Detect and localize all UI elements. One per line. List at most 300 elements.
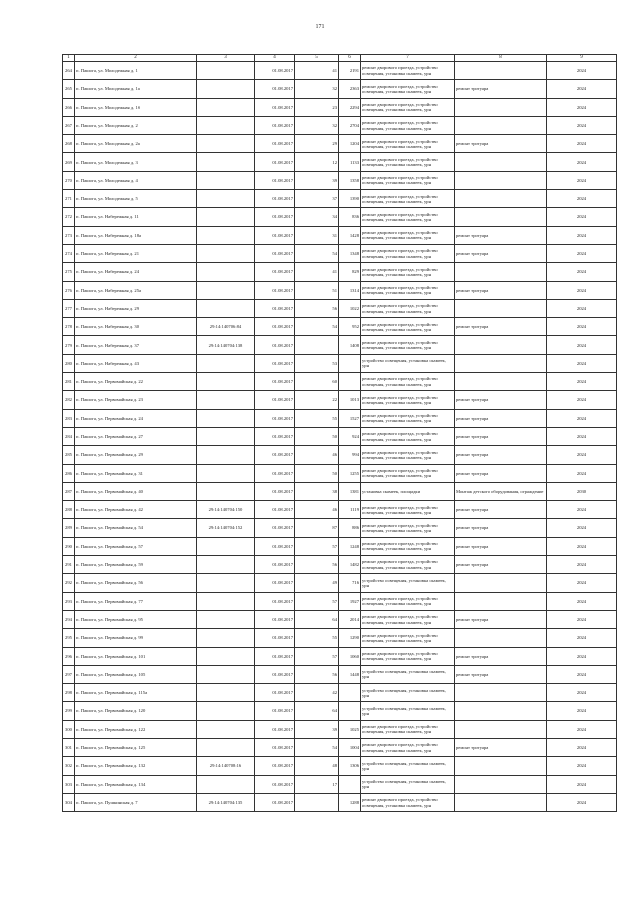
year-cell: 2024	[547, 373, 617, 391]
column-6-cell: 2014	[339, 610, 361, 628]
column-6-cell: 1133	[339, 153, 361, 171]
column-6-cell: 1119	[339, 501, 361, 519]
cadastral-number-cell	[197, 629, 255, 647]
date-cell: 01.08.2017	[255, 793, 295, 811]
address-cell: п. Пашога, ул. Молодежная д. 5	[75, 190, 197, 208]
table-row	[63, 171, 617, 189]
year-cell: 2024	[547, 464, 617, 482]
year-cell: 2024	[547, 135, 617, 153]
cadastral-number-cell	[197, 190, 255, 208]
address-cell: п. Пашога, ул. Набережная д. 24	[75, 263, 197, 281]
date-cell: 01.08.2017	[255, 153, 295, 171]
table-row	[63, 153, 617, 171]
planned-works-cell: устройство освещения, установка скамеек, урн	[361, 354, 455, 372]
year-cell: 2024	[547, 354, 617, 372]
table-row	[63, 62, 617, 80]
date-cell: 01.08.2017	[255, 354, 295, 372]
year-cell: 2024	[547, 281, 617, 299]
planned-works-cell: ремонт дворового проезда, устройство освещения, установка скамеек, урн	[361, 336, 455, 354]
row-number-cell: 270	[63, 171, 75, 189]
date-cell: 01.08.2017	[255, 98, 295, 116]
table-row	[63, 80, 617, 98]
address-cell: п. Пашога, ул. Набережная д. 43	[75, 354, 197, 372]
row-number-cell: 281	[63, 373, 75, 391]
table-row	[63, 592, 617, 610]
cadastral-number-cell	[197, 135, 255, 153]
planned-works-cell: ремонт дворового проезда, устройство освещения, установка скамеек, урн	[361, 464, 455, 482]
column-5-cell: 49	[295, 574, 339, 592]
row-number-cell: 280	[63, 354, 75, 372]
row-number-cell: 301	[63, 738, 75, 756]
additional-works-cell	[455, 336, 547, 354]
cadastral-number-cell	[197, 116, 255, 134]
table-row	[63, 610, 617, 628]
year-cell: 2024	[547, 647, 617, 665]
year-cell: 2024	[547, 702, 617, 720]
column-6-cell: 2363	[339, 80, 361, 98]
planned-works-cell: ремонт дворового проезда, устройство освещения, установка скамеек, урн	[361, 244, 455, 262]
additional-works-cell	[455, 793, 547, 811]
cadastral-number-cell	[197, 98, 255, 116]
cadastral-number-cell	[197, 665, 255, 683]
column-5-cell: 29	[295, 135, 339, 153]
page-number: 171	[315, 24, 325, 30]
additional-works-cell: ремонт тротуара	[455, 318, 547, 336]
column-6-cell: 1381	[339, 482, 361, 500]
year-cell: 2024	[547, 757, 617, 775]
cadastral-number-cell	[197, 153, 255, 171]
date-cell: 01.08.2017	[255, 519, 295, 537]
column-5-cell: 12	[295, 153, 339, 171]
address-cell: п. Пашога, ул. Первомайская д. 54	[75, 519, 197, 537]
column-6-cell: 1290	[339, 629, 361, 647]
address-cell: п. Пашога, ул. Пушкинская д. 7	[75, 793, 197, 811]
address-cell: п. Пашога, ул. Первомайская д. 31	[75, 464, 197, 482]
planned-works-cell: ремонт дворового проезда, устройство освещения, установка скамеек, урн	[361, 190, 455, 208]
date-cell: 01.08.2017	[255, 135, 295, 153]
additional-works-cell: ремонт тротуара	[455, 244, 547, 262]
address-cell: п. Пашога, ул. Первомайская д. 105	[75, 665, 197, 683]
column-5-cell: 56	[295, 556, 339, 574]
column-5-cell: 57	[295, 537, 339, 555]
date-cell: 01.08.2017	[255, 647, 295, 665]
year-cell: 2024	[547, 171, 617, 189]
cadastral-number-cell	[197, 537, 255, 555]
additional-works-cell: ремонт тротуара	[455, 556, 547, 574]
column-6-cell	[339, 775, 361, 793]
date-cell: 01.08.2017	[255, 537, 295, 555]
address-cell: п. Пашога, ул. Первомайская д. 77	[75, 592, 197, 610]
column-6-cell: 2294	[339, 98, 361, 116]
table-row	[63, 135, 617, 153]
column-6-cell: 1306	[339, 757, 361, 775]
date-cell: 01.08.2017	[255, 556, 295, 574]
column-5-cell: 54	[295, 244, 339, 262]
cadastral-number-cell	[197, 592, 255, 610]
additional-works-cell: ремонт тротуара	[455, 80, 547, 98]
planned-works-cell: ремонт дворового проезда, устройство освещения, установка скамеек, урн	[361, 226, 455, 244]
table-row	[63, 244, 617, 262]
column-5-cell: 31	[295, 226, 339, 244]
cadastral-number-cell	[197, 556, 255, 574]
column-5-cell: 37	[295, 190, 339, 208]
address-cell: п. Пашога, ул. Первомайская д. 42	[75, 501, 197, 519]
year-cell: 2024	[547, 98, 617, 116]
cadastral-number-cell	[197, 263, 255, 281]
address-cell: п. Пашога, ул. Набережная д. 29	[75, 299, 197, 317]
column-5-cell: 64	[295, 702, 339, 720]
table-row	[63, 190, 617, 208]
cadastral-number-cell	[197, 391, 255, 409]
year-cell: 2024	[547, 665, 617, 683]
cadastral-number-cell	[197, 427, 255, 445]
table-row	[63, 373, 617, 391]
table-row	[63, 574, 617, 592]
table-row	[63, 354, 617, 372]
column-6-cell: 836	[339, 208, 361, 226]
column-6-cell: 1408	[339, 336, 361, 354]
cadastral-number-cell	[197, 684, 255, 702]
column-5-cell: 41	[295, 263, 339, 281]
address-cell: п. Пашога, ул. Молодежная д. 1а	[75, 80, 197, 98]
column-5-cell: 54	[295, 738, 339, 756]
address-cell: п. Пашога, ул. Молодежная д. 1б	[75, 98, 197, 116]
column-header: 4	[255, 55, 295, 62]
column-6-cell: 1390	[339, 190, 361, 208]
table-row	[63, 537, 617, 555]
row-number-cell: 273	[63, 226, 75, 244]
cadastral-number-cell	[197, 446, 255, 464]
planned-works-cell: ремонт дворового проезда, устройство освещения, установка скамеек, урн	[361, 556, 455, 574]
planned-works-cell: ремонт дворового проезда, устройство освещения, установка скамеек, урн	[361, 98, 455, 116]
table-row	[63, 757, 617, 775]
year-cell: 2024	[547, 299, 617, 317]
planned-works-cell: устройство освещения, установка скамеек, урн	[361, 684, 455, 702]
column-6-cell: 2704	[339, 116, 361, 134]
planned-works-cell: ремонт дворового проезда, устройство освещения, установка скамеек, урн	[361, 519, 455, 537]
table-row	[63, 482, 617, 500]
yard-improvement-table	[62, 54, 617, 812]
row-number-cell: 275	[63, 263, 75, 281]
row-number-cell: 299	[63, 702, 75, 720]
column-6-cell: 1448	[339, 665, 361, 683]
year-cell: 2024	[547, 263, 617, 281]
table-row	[63, 702, 617, 720]
column-5-cell: 55	[295, 629, 339, 647]
year-cell: 2024	[547, 519, 617, 537]
address-cell: п. Пашога, ул. Первомайская д. 125	[75, 738, 197, 756]
row-number-cell: 267	[63, 116, 75, 134]
year-cell: 2024	[547, 226, 617, 244]
row-number-cell: 293	[63, 592, 75, 610]
address-cell: п. Пашога, ул. Набережная д. 37	[75, 336, 197, 354]
additional-works-cell	[455, 373, 547, 391]
address-cell: п. Пашога, ул. Набережная д. 11	[75, 208, 197, 226]
column-5-cell: 39	[295, 720, 339, 738]
additional-works-cell: ремонт тротуара	[455, 409, 547, 427]
row-number-cell: 285	[63, 446, 75, 464]
date-cell: 01.08.2017	[255, 373, 295, 391]
date-cell: 01.08.2017	[255, 482, 295, 500]
column-5-cell: 23	[295, 98, 339, 116]
column-header: 9	[547, 55, 617, 62]
table-row	[63, 556, 617, 574]
cadastral-number-cell	[197, 244, 255, 262]
column-5-cell: 32	[295, 80, 339, 98]
additional-works-cell	[455, 98, 547, 116]
table-row	[63, 647, 617, 665]
column-5-cell	[295, 793, 339, 811]
year-cell: 2030	[547, 482, 617, 500]
additional-works-cell: ремонт тротуара	[455, 446, 547, 464]
planned-works-cell: ремонт дворового проезда, устройство освещения, установка скамеек, урн	[361, 80, 455, 98]
column-5-cell: 56	[295, 299, 339, 317]
date-cell: 01.08.2017	[255, 464, 295, 482]
table-row	[63, 665, 617, 683]
column-6-cell: 1482	[339, 556, 361, 574]
row-number-cell: 288	[63, 501, 75, 519]
column-5-cell: 32	[295, 116, 339, 134]
column-6-cell: 1358	[339, 171, 361, 189]
row-number-cell: 292	[63, 574, 75, 592]
address-cell: п. Пашога, ул. Набережная д. 18а	[75, 226, 197, 244]
date-cell: 01.08.2017	[255, 336, 295, 354]
planned-works-cell: ремонт дворового проезда, устройство освещения, установка скамеек, урн	[361, 299, 455, 317]
address-cell: п. Пашога, ул. Первомайская д. 101	[75, 647, 197, 665]
year-cell: 2024	[547, 80, 617, 98]
column-5-cell: 50	[295, 464, 339, 482]
year-cell: 2024	[547, 62, 617, 80]
additional-works-cell: ремонт тротуара	[455, 501, 547, 519]
date-cell: 01.08.2017	[255, 501, 295, 519]
column-5-cell: 51	[295, 281, 339, 299]
additional-works-cell	[455, 775, 547, 793]
date-cell: 01.08.2017	[255, 244, 295, 262]
date-cell: 01.08.2017	[255, 446, 295, 464]
additional-works-cell: ремонт тротуара	[455, 665, 547, 683]
cadastral-number-cell	[197, 464, 255, 482]
column-6-cell: 952	[339, 318, 361, 336]
cadastral-number-cell	[197, 775, 255, 793]
column-5-cell: 48	[295, 757, 339, 775]
year-cell: 2024	[547, 409, 617, 427]
column-5-cell	[295, 336, 339, 354]
table-row	[63, 738, 617, 756]
row-number-cell: 304	[63, 793, 75, 811]
additional-works-cell	[455, 171, 547, 189]
row-number-cell: 302	[63, 757, 75, 775]
year-cell: 2024	[547, 574, 617, 592]
table-row	[63, 684, 617, 702]
additional-works-cell: ремонт тротуара	[455, 610, 547, 628]
address-cell: п. Пашога, ул. Набережная д. 25а	[75, 281, 197, 299]
column-6-cell: 1255	[339, 464, 361, 482]
cadastral-number-cell	[197, 208, 255, 226]
year-cell: 2024	[547, 629, 617, 647]
planned-works-cell: устройство освещения, установка скамеек, урн	[361, 665, 455, 683]
column-header: 5	[295, 55, 339, 62]
column-6-cell: 716	[339, 574, 361, 592]
date-cell: 01.08.2017	[255, 409, 295, 427]
address-cell: п. Пашога, ул. Молодежная д. 2	[75, 116, 197, 134]
planned-works-cell: устройство освещения, установка скамеек, урн	[361, 702, 455, 720]
column-6-cell: 1025	[339, 720, 361, 738]
additional-works-cell: ремонт тротуара	[455, 738, 547, 756]
date-cell: 01.08.2017	[255, 610, 295, 628]
row-number-cell: 283	[63, 409, 75, 427]
column-5-cell: 87	[295, 519, 339, 537]
additional-works-cell: Монтаж детского оборудования, ограждение	[455, 482, 547, 500]
address-cell: п. Пашога, ул. Первомайская д. 134	[75, 775, 197, 793]
address-cell: п. Пашога, ул. Молодежная д. 2а	[75, 135, 197, 153]
address-cell: п. Пашога, ул. Первомайская д. 27	[75, 427, 197, 445]
column-6-cell: 1927	[339, 592, 361, 610]
year-cell: 2024	[547, 556, 617, 574]
table-row	[63, 427, 617, 445]
row-number-cell: 295	[63, 629, 75, 647]
row-number-cell: 290	[63, 537, 75, 555]
column-5-cell: 57	[295, 647, 339, 665]
additional-works-cell	[455, 62, 547, 80]
address-cell: п. Пашога, ул. Первомайская д. 59	[75, 556, 197, 574]
planned-works-cell: ремонт дворового проезда, устройство освещения, установка скамеек, урн	[361, 738, 455, 756]
year-cell: 2024	[547, 610, 617, 628]
planned-works-cell: ремонт дворового проезда, устройство освещения, установка скамеек, урн	[361, 793, 455, 811]
column-5-cell: 22	[295, 391, 339, 409]
date-cell: 01.08.2017	[255, 720, 295, 738]
additional-works-cell	[455, 592, 547, 610]
additional-works-cell	[455, 354, 547, 372]
planned-works-cell: устройство освещения, установка скамеек, урн	[361, 757, 455, 775]
date-cell: 01.08.2017	[255, 574, 295, 592]
additional-works-cell	[455, 263, 547, 281]
column-6-cell: 1022	[339, 299, 361, 317]
planned-works-cell: ремонт дворового проезда, устройство освещения, установка скамеек, урн	[361, 446, 455, 464]
planned-works-cell: ремонт дворового проезда, устройство освещения, установка скамеек, урн	[361, 647, 455, 665]
date-cell: 01.08.2017	[255, 208, 295, 226]
row-number-cell: 303	[63, 775, 75, 793]
table-row	[63, 318, 617, 336]
planned-works-cell: ремонт дворового проезда, устройство освещения, установка скамеек, урн	[361, 135, 455, 153]
table-row	[63, 336, 617, 354]
additional-works-cell	[455, 720, 547, 738]
table-row	[63, 263, 617, 281]
column-6-cell: 924	[339, 427, 361, 445]
cadastral-number-cell	[197, 647, 255, 665]
additional-works-cell	[455, 116, 547, 134]
additional-works-cell	[455, 757, 547, 775]
column-6-cell: 1013	[339, 391, 361, 409]
date-cell: 01.08.2017	[255, 629, 295, 647]
planned-works-cell: ремонт дворового проезда, устройство освещения, установка скамеек, урн	[361, 263, 455, 281]
date-cell: 01.08.2017	[255, 190, 295, 208]
date-cell: 01.08.2017	[255, 171, 295, 189]
column-6-cell: 1004	[339, 738, 361, 756]
table-row	[63, 98, 617, 116]
column-5-cell: 39	[295, 171, 339, 189]
year-cell: 2024	[547, 684, 617, 702]
additional-works-cell: ремонт тротуара	[455, 427, 547, 445]
column-6-cell: 1428	[339, 226, 361, 244]
address-cell: п. Пашога, ул. Первомайская д. 29	[75, 446, 197, 464]
cadastral-number-cell: 29:14:140704:150	[197, 501, 255, 519]
date-cell: 01.08.2017	[255, 318, 295, 336]
planned-works-cell: ремонт дворового проезда, устройство освещения, установка скамеек, урн	[361, 592, 455, 610]
column-5-cell: 46	[295, 501, 339, 519]
additional-works-cell	[455, 208, 547, 226]
date-cell: 01.08.2017	[255, 281, 295, 299]
additional-works-cell: ремонт тротуара	[455, 391, 547, 409]
table-row	[63, 299, 617, 317]
cadastral-number-cell	[197, 738, 255, 756]
planned-works-cell: ремонт дворового проезда, устройство освещения, установка скамеек, урн	[361, 373, 455, 391]
additional-works-cell	[455, 684, 547, 702]
row-number-cell: 291	[63, 556, 75, 574]
column-5-cell: 57	[295, 592, 339, 610]
date-cell: 01.08.2017	[255, 299, 295, 317]
date-cell: 01.08.2017	[255, 775, 295, 793]
column-header: 7	[361, 55, 455, 62]
date-cell: 01.08.2017	[255, 62, 295, 80]
date-cell: 01.08.2017	[255, 738, 295, 756]
row-number-cell: 286	[63, 464, 75, 482]
additional-works-cell	[455, 702, 547, 720]
year-cell: 2024	[547, 720, 617, 738]
column-6-cell: 1348	[339, 244, 361, 262]
row-number-cell: 282	[63, 391, 75, 409]
additional-works-cell: ремонт тротуара	[455, 647, 547, 665]
column-6-cell: 829	[339, 263, 361, 281]
year-cell: 2024	[547, 208, 617, 226]
address-cell: п. Пашога, ул. Молодежная д. 4	[75, 171, 197, 189]
row-number-cell: 287	[63, 482, 75, 500]
table-row	[63, 775, 617, 793]
column-header: 3	[197, 55, 255, 62]
column-5-cell: 56	[295, 665, 339, 683]
column-6-cell	[339, 684, 361, 702]
column-number-header-row	[63, 55, 617, 62]
column-header: 1	[63, 55, 75, 62]
address-cell: п. Пашога, ул. Первомайская д. 24	[75, 409, 197, 427]
row-number-cell: 278	[63, 318, 75, 336]
address-cell: п. Пашога, ул. Первомайская д. 95	[75, 610, 197, 628]
date-cell: 01.08.2017	[255, 427, 295, 445]
year-cell: 2024	[547, 116, 617, 134]
row-number-cell: 300	[63, 720, 75, 738]
year-cell: 2024	[547, 244, 617, 262]
row-number-cell: 297	[63, 665, 75, 683]
date-cell: 01.08.2017	[255, 757, 295, 775]
column-6-cell	[339, 702, 361, 720]
additional-works-cell	[455, 574, 547, 592]
cadastral-number-cell	[197, 610, 255, 628]
cadastral-number-cell: 29:14:140704:138	[197, 336, 255, 354]
planned-works-cell: ремонт дворового проезда, устройство освещения, установка скамеек, урн	[361, 537, 455, 555]
additional-works-cell: ремонт тротуара	[455, 537, 547, 555]
column-5-cell: 60	[295, 373, 339, 391]
column-6-cell: 1527	[339, 409, 361, 427]
planned-works-cell: ремонт дворового проезда, устройство освещения, установка скамеек, урн	[361, 208, 455, 226]
planned-works-cell: ремонт дворового проезда, устройство освещения, установка скамеек, урн	[361, 318, 455, 336]
address-cell: п. Пашога, ул. Набережная д. 21	[75, 244, 197, 262]
row-number-cell: 268	[63, 135, 75, 153]
table-row	[63, 281, 617, 299]
row-number-cell: 298	[63, 684, 75, 702]
row-number-cell: 271	[63, 190, 75, 208]
column-header: 6	[339, 55, 361, 62]
row-number-cell: 279	[63, 336, 75, 354]
year-cell: 2024	[547, 318, 617, 336]
